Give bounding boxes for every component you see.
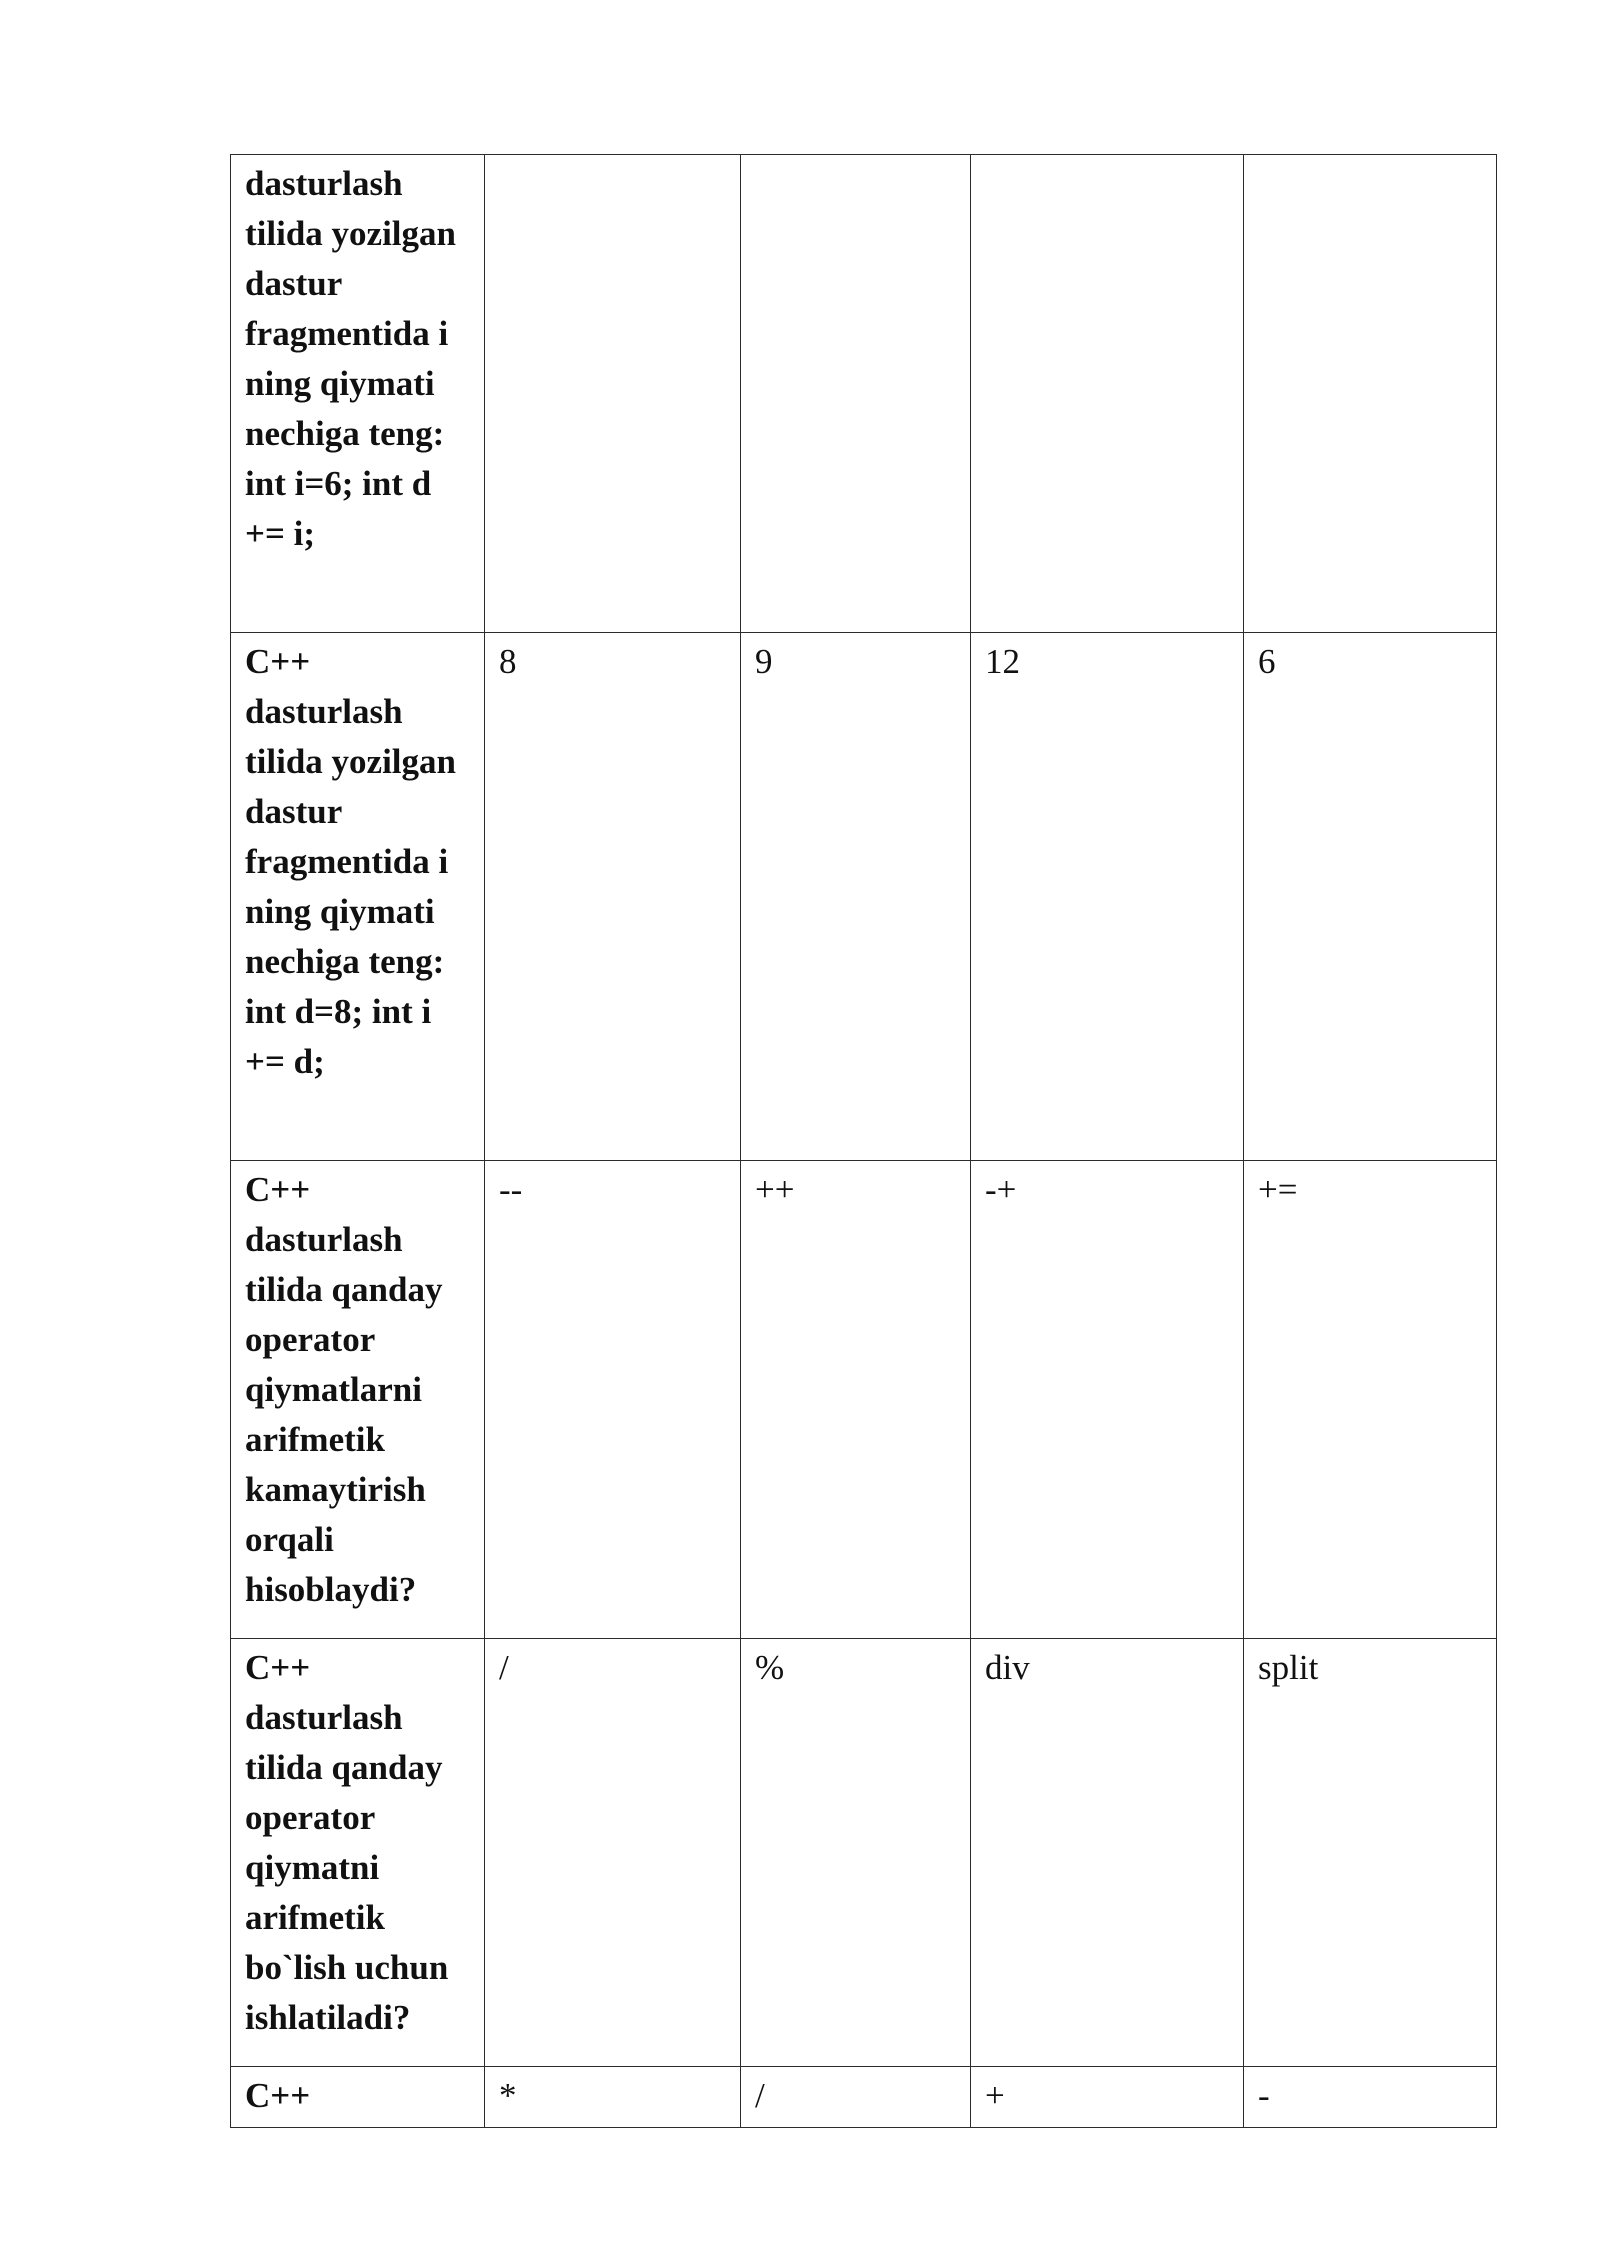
option-d-text: split <box>1258 1648 1319 1687</box>
option-a-text: -- <box>499 1170 523 1209</box>
option-d-cell <box>1244 2067 1497 2128</box>
option-d-text: - <box>1258 2076 1270 2115</box>
option-b-text: % <box>755 1648 785 1687</box>
option-b-text: 9 <box>755 642 773 681</box>
table-row <box>231 155 1497 633</box>
option-a-text: * <box>499 2076 517 2115</box>
option-b-text: ++ <box>755 1170 795 1209</box>
option-a-cell <box>485 155 741 633</box>
option-b-cell <box>741 2067 971 2128</box>
option-b-cell <box>741 1639 971 2067</box>
table-row <box>231 1161 1497 1639</box>
question-cell <box>231 633 485 1161</box>
quiz-table <box>230 154 1497 2128</box>
option-a-text: 8 <box>499 642 517 681</box>
question-cell <box>231 2067 485 2128</box>
option-d-cell <box>1244 1161 1497 1639</box>
option-a-text: / <box>499 1648 509 1687</box>
option-c-cell <box>971 1639 1244 2067</box>
option-c-text: 12 <box>985 642 1020 681</box>
option-d-text: += <box>1258 1170 1298 1209</box>
option-d-cell <box>1244 155 1497 633</box>
option-c-cell <box>971 633 1244 1161</box>
option-d-text: 6 <box>1258 642 1276 681</box>
option-c-cell <box>971 155 1244 633</box>
option-c-cell <box>971 2067 1244 2128</box>
option-b-cell <box>741 633 971 1161</box>
question-text: C++ <box>245 2076 311 2115</box>
question-cell <box>231 1161 485 1639</box>
option-b-text: / <box>755 2076 765 2115</box>
option-a-cell <box>485 1639 741 2067</box>
question-text: C++ dasturlash tilida qanday operator qiymatni arifmetik bo`lish uchun ishlatiladi? <box>245 1648 449 2037</box>
table-row <box>231 1639 1497 2067</box>
option-d-cell <box>1244 633 1497 1161</box>
question-cell <box>231 1639 485 2067</box>
option-b-cell <box>741 155 971 633</box>
option-a-cell <box>485 1161 741 1639</box>
question-text: C++ dasturlash tilida yozilgan dastur fragmentida i ning qiymati nechiga teng: int d=8; int i += d; <box>245 642 456 1081</box>
question-text: C++ dasturlash tilida qanday operator qiymatlarni arifmetik kamaytirish orqali hisoblaydi? <box>245 1170 443 1609</box>
option-a-cell <box>485 2067 741 2128</box>
option-c-text: -+ <box>985 1170 1017 1209</box>
option-a-cell <box>485 633 741 1161</box>
option-d-cell <box>1244 1639 1497 2067</box>
table-row <box>231 633 1497 1161</box>
question-cell <box>231 155 485 633</box>
table-row <box>231 2067 1497 2128</box>
option-b-cell <box>741 1161 971 1639</box>
option-c-text: div <box>985 1648 1030 1687</box>
question-text: dasturlash tilida yozilgan dastur fragmentida i ning qiymati nechiga teng: int i=6; int d += i; <box>245 164 456 553</box>
option-c-text: + <box>985 2076 1005 2115</box>
option-c-cell <box>971 1161 1244 1639</box>
